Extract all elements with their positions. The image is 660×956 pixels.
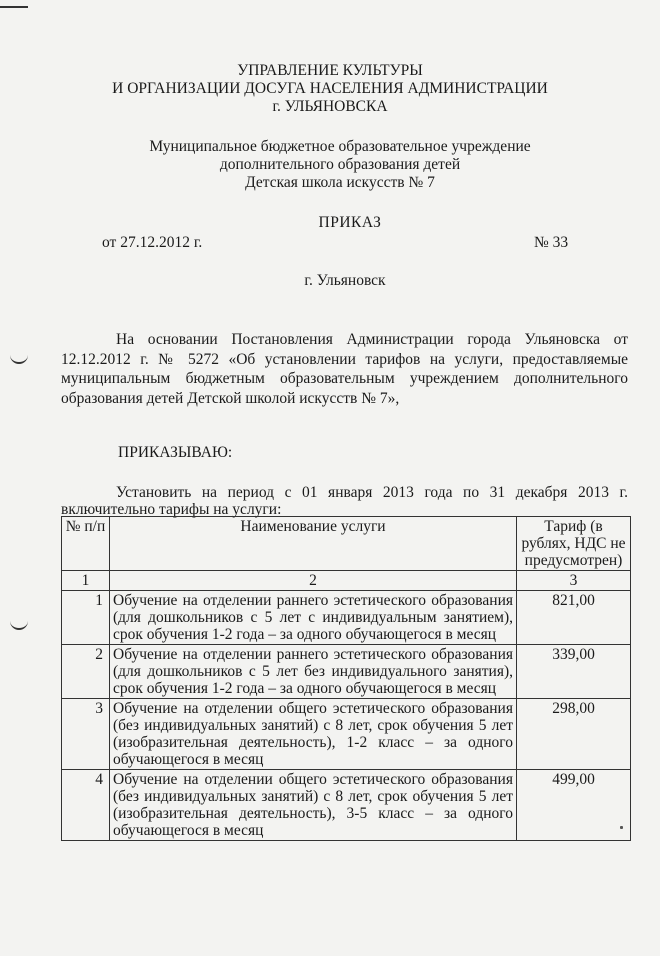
row-num: 4 xyxy=(62,770,110,841)
row-service-name: Обучение на отделении раннего эстетического образования (для дошкольников с 5 лет с индивидуальным занятием), срок обучения 1-2 года – за одного обучающегося в месяц xyxy=(110,591,517,645)
ministry-line-1: УПРАВЛЕНИЕ КУЛЬТУРЫ xyxy=(237,62,423,79)
header-name: Наименование услуги xyxy=(110,517,517,571)
col-number: 1 xyxy=(62,571,110,591)
col-number: 2 xyxy=(110,571,517,591)
punch-hole-mark xyxy=(10,352,28,364)
school-line-1: Муниципальное бюджетное образовательное учреждение xyxy=(149,138,531,155)
row-service-name: Обучение на отделении раннего эстетического образования (для дошкольников с 5 лет без индивидуального занятия), срок обучения 1-2 года – за одного обучающегося в месяц xyxy=(110,645,517,699)
header-num: № п/п xyxy=(62,517,110,571)
punch-hole-mark xyxy=(10,618,28,630)
row-num: 2 xyxy=(62,645,110,699)
school-line-3: Детская школа искусств № 7 xyxy=(245,174,435,191)
order-number: № 33 xyxy=(534,234,569,251)
table-row xyxy=(62,770,631,841)
ministry-line-2: И ОРГАНИЗАЦИИ ДОСУГА НАСЕЛЕНИЯ АДМИНИСТРАЦИИ xyxy=(112,80,548,97)
row-num: 3 xyxy=(62,699,110,770)
basis-paragraph: На основании Постановления Администрации города Ульяновска от 12.12.2012 г. № 5272 «Об установлении тарифов на услуги, предоставляемые муниципальным бюджетным образовательным учреждением дополнительного образования детей Детской школой искусств № 7», xyxy=(61,331,628,407)
table-row xyxy=(62,645,631,699)
row-num: 1 xyxy=(62,591,110,645)
school-line-2: дополнительного образования детей xyxy=(219,156,461,173)
header-tariff: Тариф (в рублях, НДС не предусмотрен) xyxy=(517,517,631,571)
ministry-line-3: г. УЛЬЯНОВСКА xyxy=(272,98,388,115)
order-city: г. Ульяновск xyxy=(304,272,386,289)
tariff-table xyxy=(61,516,631,841)
row-tariff: 499,00 xyxy=(517,770,631,841)
row-service-name: Обучение на отделении общего эстетического образования (без индивидуальных занятий) с 8 лет, срок обучения 5 лет (изобразительная деятельность), 3-5 класс – за одного обучающегося в месяц xyxy=(110,770,517,841)
row-tariff: 298,00 xyxy=(517,699,631,770)
column-number-row xyxy=(62,571,631,591)
scan-mark xyxy=(0,6,28,8)
order-date: от 27.12.2012 г. xyxy=(102,234,203,251)
order-verb: ПРИКАЗЫВАЮ: xyxy=(118,444,233,461)
row-tariff: 821,00 xyxy=(517,591,631,645)
col-number: 3 xyxy=(517,571,631,591)
table-row xyxy=(62,591,631,645)
table-row xyxy=(62,699,631,770)
table-header-row xyxy=(62,517,631,571)
establish-paragraph: Установить на период с 01 января 2013 года по 31 декабря 2013 г. включительно тарифы на услуги: xyxy=(61,484,628,518)
order-title: ПРИКАЗ xyxy=(318,214,382,231)
row-tariff: 339,00 xyxy=(517,645,631,699)
row-service-name: Обучение на отделении общего эстетического образования (без индивидуальных занятий) с 8 лет, срок обучения 5 лет (изобразительная деятельность), 1-2 класс – за одного обучающегося в месяц xyxy=(110,699,517,770)
